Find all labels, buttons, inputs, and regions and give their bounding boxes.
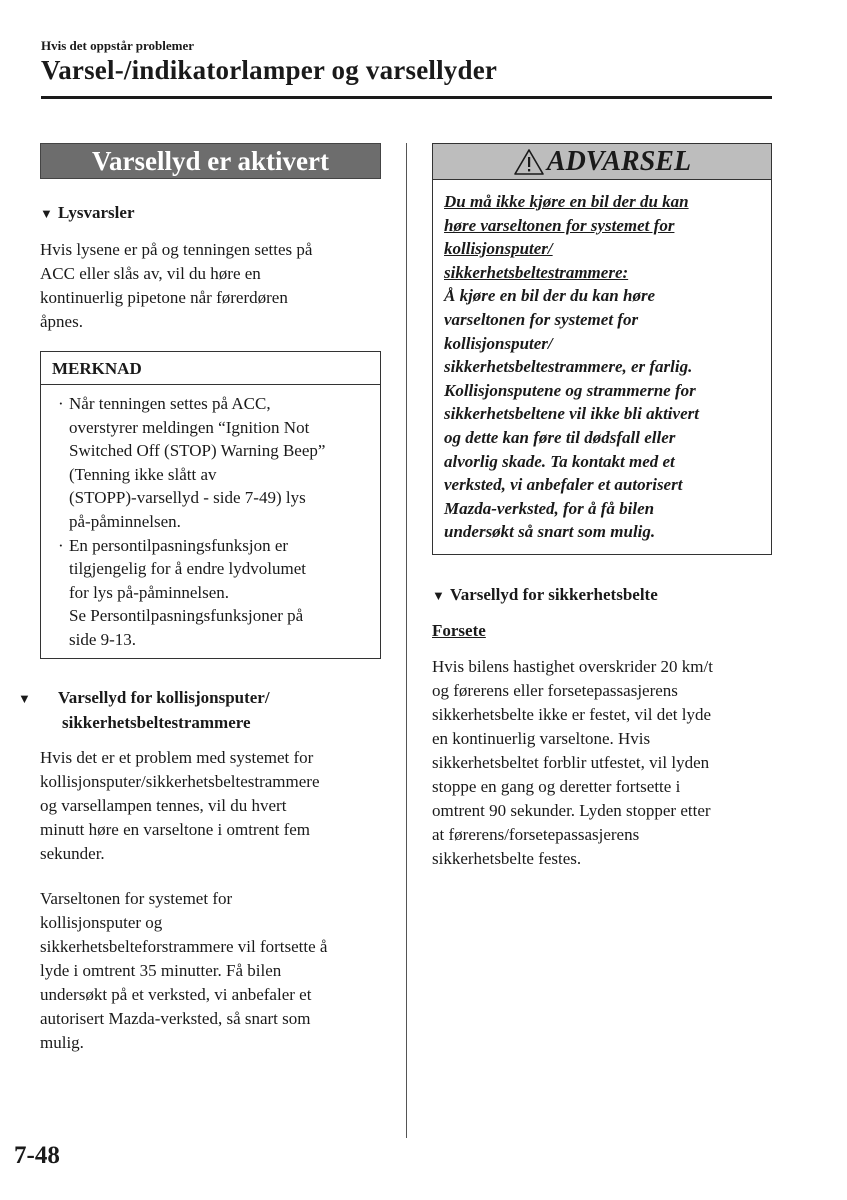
note-item: · Når tenningen settes på ACC, overstyrer meldingen “Ignition Not Switched Off (STOP) Warning Beep” (Tenning ikke slått av (STOPP)-varsellyd - side 7-49) lys på-påminnelsen. <box>58 392 372 534</box>
bullet-icon: · <box>58 535 64 555</box>
page-number: 7-48 <box>14 1142 60 1169</box>
triangle-down-icon: ▼ <box>40 206 53 221</box>
warning-box <box>432 143 772 555</box>
warning-text: Du må ikke kjøre en bil der du kan høre varseltonen for systemet for kollisjonsputer/ sikkerhetsbeltestrammere: Å kjøre en bil der du kan høre varseltonen for systemet for kollisjonsputer/ sikkerhetsbeltestrammere, er farlig. Kollisjonsputene og strammerne for sikkerhetsbeltene vil ikke bli aktivert og dette kan føre til dødsfall eller alvorlig skade. Ta kontakt med et verksted, vi anbefaler et autorisert Mazda-verksted, for å få bilen undersøkt så snart som mulig. <box>444 192 699 542</box>
section-kicker: Hvis det oppstår problemer <box>41 38 194 53</box>
warning-header <box>433 144 771 180</box>
light-warning-paragraph: Hvis lysene er på og tenningen settes på ACC eller slås av, vil du høre en kontinuerlig pipetone når førerdøren åpnes. <box>40 240 313 331</box>
light-warning-heading: ▼ Lysvarsler <box>40 201 135 226</box>
note-box <box>40 351 381 659</box>
seatbelt-warning-heading: ▼ Varsellyd for sikkerhetsbelte <box>432 583 658 608</box>
section-banner: Varsellyd er aktivert <box>40 143 381 179</box>
note-title: MERKNAD <box>41 352 380 385</box>
airbag-warning-paragraph-1: Hvis det er et problem med systemet for kollisjonsputer/sikkerhetsbeltestrammere og varsellampen tennes, vil du hvert minutt høre en varseltone i omtrent fem sekunder. <box>40 748 320 863</box>
bullet-icon: · <box>58 394 64 413</box>
chapter-rule <box>41 96 772 99</box>
warning-title: ADVARSEL <box>546 145 692 177</box>
column-divider <box>406 143 407 1138</box>
seatbelt-warning-paragraph: Hvis bilens hastighet overskrider 20 km/t og førerens eller forsetepassasjerens sikkerhetsbelte ikke er festet, vil det lyde en kontinuerlig varseltone. Hvis sikkerhetsbeltet forblir utfestet, vil lyden stoppe en gang og deretter fortsette i omtrent 90 sekunder. Lyden stopper etter at førerens/forsetepassasjerens sikkerhetsbelte festes. <box>432 657 713 868</box>
note-item: · En persontilpasningsfunksjon er tilgjengelig for å endre lydvolumet for lys på-påminnelsen. Se Persontilpasningsfunksjoner på side 9-13. <box>58 534 372 652</box>
airbag-warning-heading: ▼ Varsellyd for kollisjonsputer/ sikkerhetsbeltestrammere <box>18 688 270 732</box>
warning-triangle-icon <box>513 148 545 176</box>
triangle-down-icon: ▼ <box>432 588 445 603</box>
airbag-warning-paragraph-2: Varseltonen for systemet for kollisjonsputer og sikkerhetsbelteforstrammere vil fortsette å lyde i omtrent 35 minutter. Få bilen undersøkt på et verksted, vi anbefaler et autorisert Mazda-verksted, så snart som mulig. <box>40 889 328 1052</box>
front-seat-subheading: Forsete <box>432 621 486 640</box>
triangle-down-icon: ▼ <box>18 691 31 706</box>
chapter-title: Varsel-/indikatorlamper og varsellyder <box>41 55 498 85</box>
